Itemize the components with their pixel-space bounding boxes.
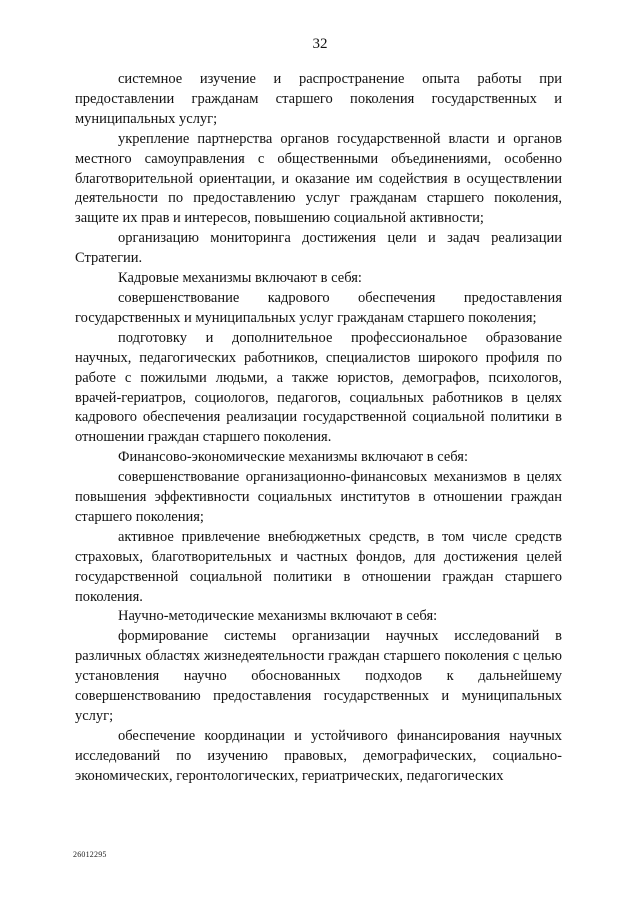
paragraph: обеспечение координации и устойчивого финансирования научных исследований по изучению правовых, демографических, социально-экономических, геронтологических, гериатрических, педагогических [75,727,562,784]
paragraph: формирование системы организации научных исследований в различных областях жизнедеятельности граждан старшего поколения с целью установления научно обоснованных подходов к дальнейшему совершенствованию предоставления государственных и муниципальных услуг; [75,628,562,724]
paragraph: организацию мониторинга достижения цели и задач реализации Стратегии. [75,230,562,267]
paragraph: системное изучение и распространение опыта работы при предоставлении гражданам старшего поколения государственных и муниципальных услуг; [75,71,562,127]
document-body [75,70,562,787]
section-heading: Финансово-экономические механизмы включают в себя: [118,449,468,466]
paragraph: совершенствование кадрового обеспечения предоставления государственных и муниципальных услуг гражданам старшего поколения; [75,289,562,326]
document-code: 26012295 [73,850,107,859]
page-number: 32 [312,36,328,52]
paragraph: активное привлечение внебюджетных средств, в том числе средств страховых, благотворительных и частных фондов, для достижения целей государственной социальной политики в отношении граждан старшего поколения. [75,528,562,605]
paragraph: совершенствование организационно-финансовых механизмов в целях повышения эффективности социальных институтов в отношении граждан старшего поколения; [75,469,562,525]
section-heading: Кадровые механизмы включают в себя: [118,270,362,287]
paragraph: укрепление партнерства органов государственной власти и органов местного самоуправления с общественными объединениями, особенно благотворительной ориентации, и оказание им содействия в осуществлении деятельности по предоставлению услуг гражданам старшего поколения, защите их прав и интересов, повышению социальной активности; [75,130,562,227]
section-heading: Научно-методические механизмы включают в себя: [118,608,438,625]
paragraph: подготовку и дополнительное профессиональное образование научных, педагогических работников, специалистов широкого профиля по работе с пожилыми людьми, а также юристов, демографов, психологов, врачей-гериатров, социологов, педагогов, социальных работников в целях кадрового обеспечения реализации государственной социальной политики в отношении граждан старшего поколения. [75,329,562,446]
